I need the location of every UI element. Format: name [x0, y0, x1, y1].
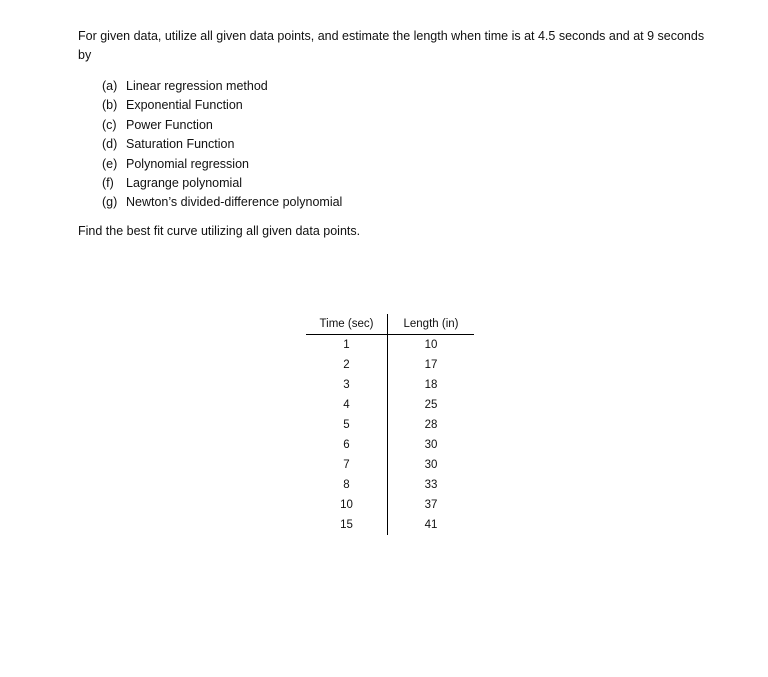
method-text: Polynomial regression — [126, 156, 249, 171]
time-cell: 1 — [343, 339, 350, 351]
method-item — [102, 116, 342, 135]
method-letter: (g) — [102, 195, 118, 210]
table-row — [306, 355, 474, 375]
method-item — [102, 135, 342, 154]
length-cell: 37 — [388, 495, 475, 515]
table-row — [306, 515, 474, 535]
length-cell: 41 — [388, 515, 475, 535]
time-cell: 10 — [340, 499, 353, 511]
method-text: Linear regression method — [126, 79, 268, 93]
method-letter: (e) — [102, 156, 118, 171]
time-cell: 6 — [343, 439, 350, 451]
method-item — [102, 77, 342, 96]
time-header: Time (sec) — [306, 314, 388, 335]
table-row — [306, 415, 474, 435]
table-row — [306, 435, 474, 455]
method-item — [102, 96, 342, 115]
time-cell: 4 — [343, 399, 350, 411]
length-cell: 28 — [388, 415, 475, 435]
length-cell: 17 — [388, 355, 475, 375]
method-text: Power Function — [126, 117, 213, 132]
length-cell: 25 — [388, 395, 475, 415]
time-cell: 3 — [343, 379, 350, 391]
method-letter: (c) — [102, 117, 117, 132]
method-text: Lagrange polynomial — [126, 176, 243, 191]
length-cell: 30 — [388, 435, 475, 455]
method-text: Newton’s divided-difference polynomial — [126, 195, 343, 210]
length-header: Length (in) — [388, 314, 475, 335]
problem-intro: For given data, utilize all given data points, and estimate the length when time is at 4.5 seconds and at 9 seconds by — [78, 29, 705, 62]
method-item — [102, 155, 342, 174]
method-letter: (d) — [102, 137, 118, 152]
method-text: Exponential Function — [126, 98, 243, 113]
table-header-row — [306, 314, 474, 335]
method-list — [102, 77, 342, 213]
table-row — [306, 395, 474, 415]
table-row — [306, 495, 474, 515]
length-cell: 10 — [388, 335, 475, 356]
table-row — [306, 455, 474, 475]
table-row — [306, 335, 474, 356]
length-cell: 30 — [388, 455, 475, 475]
table-row — [306, 475, 474, 495]
method-item — [102, 174, 342, 193]
data-table — [306, 314, 474, 535]
time-cell: 15 — [340, 519, 353, 531]
method-text: Saturation Function — [126, 137, 235, 152]
time-cell: 8 — [343, 479, 350, 491]
length-cell: 33 — [388, 475, 475, 495]
time-cell: 5 — [343, 419, 350, 431]
time-cell: 7 — [343, 459, 350, 471]
length-cell: 18 — [388, 375, 475, 395]
method-letter: (b) — [102, 98, 118, 113]
method-letter: (a) — [102, 79, 118, 93]
method-letter: (f) — [102, 176, 114, 191]
table-row — [306, 375, 474, 395]
closing-instruction: Find the best fit curve utilizing all given data points. — [78, 224, 361, 238]
method-item — [102, 193, 342, 212]
time-cell: 2 — [343, 359, 350, 371]
